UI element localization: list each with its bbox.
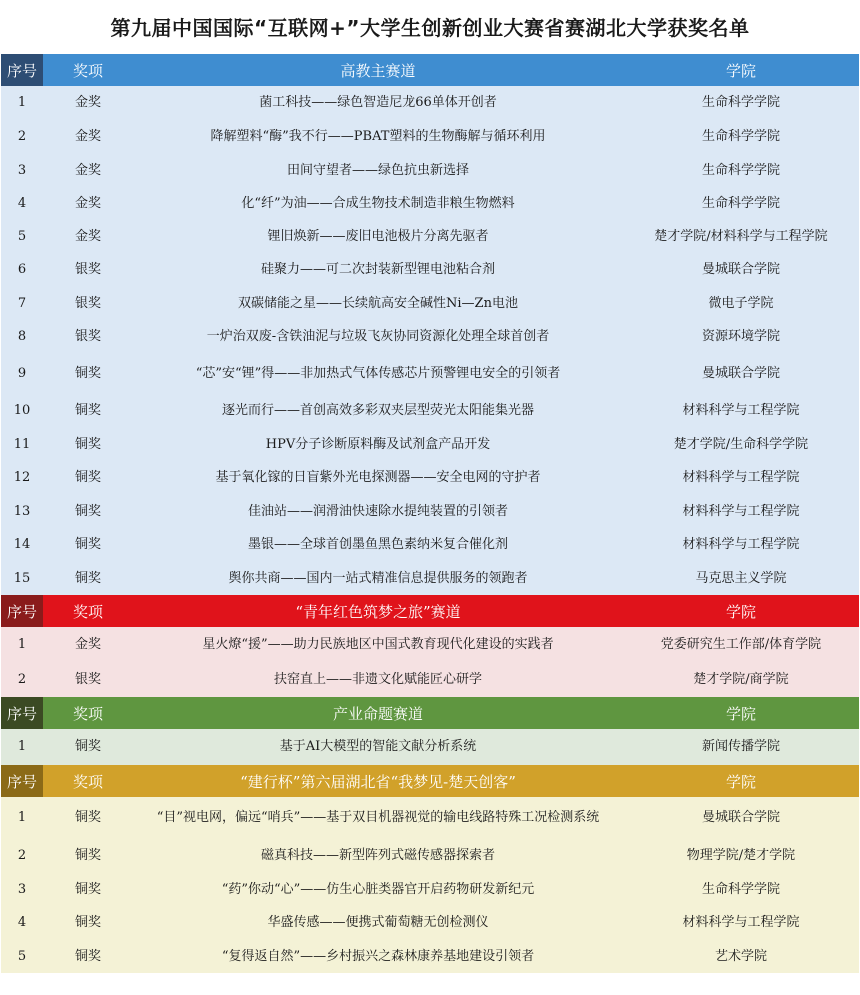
project-cell: 墨银——全球首创墨鱼黑色素纳米复合催化剂 (133, 528, 623, 562)
index-cell: 10 (1, 394, 43, 428)
track-header: “青年红色筑梦之旅”赛道 (133, 595, 623, 627)
project-cell: 逐光而行——首创高效多彩双夹层型荧光太阳能集光器 (133, 394, 623, 428)
project-cell: 菌工科技——绿色智造尼龙66单体开创者 (133, 86, 623, 120)
table-row (1, 495, 859, 528)
project-cell: “复得返自然”——乡村振兴之森林康养基地建设引领者 (133, 940, 623, 973)
college-cell: 生命科学学院 (623, 187, 859, 220)
table-row (1, 120, 859, 154)
index-cell: 5 (1, 220, 43, 253)
table-row (1, 220, 859, 253)
index-cell: 13 (1, 495, 43, 528)
index-cell: 3 (1, 873, 43, 906)
college-cell: 资源环境学院 (623, 320, 859, 354)
college-cell: 材料科学与工程学院 (623, 394, 859, 428)
index-cell: 3 (1, 154, 43, 187)
award-cell: 铜奖 (43, 428, 133, 461)
table-row (1, 906, 859, 940)
index-cell: 6 (1, 253, 43, 287)
index-cell: 7 (1, 287, 43, 320)
index-cell: 1 (1, 627, 43, 663)
award-cell: 铜奖 (43, 461, 133, 495)
project-cell: 降解塑料“酶”我不行——PBAT塑料的生物酶解与循环利用 (133, 120, 623, 154)
table-row (1, 320, 859, 354)
table-row (1, 86, 859, 120)
table-row (1, 461, 859, 495)
index-cell: 4 (1, 187, 43, 220)
table-row (1, 394, 859, 428)
project-cell: 锂旧焕新——废旧电池极片分离先驱者 (133, 220, 623, 253)
award-cell: 银奖 (43, 320, 133, 354)
award-cell: 铜奖 (43, 873, 133, 906)
index-cell: 9 (1, 354, 43, 394)
index-cell: 1 (1, 729, 43, 765)
project-cell: 基于AI大模型的智能文献分析系统 (133, 729, 623, 765)
award-cell: 金奖 (43, 86, 133, 120)
college-cell: 材料科学与工程学院 (623, 906, 859, 940)
award-cell: 铜奖 (43, 562, 133, 595)
award-cell: 金奖 (43, 120, 133, 154)
award-cell: 银奖 (43, 663, 133, 697)
college-header: 学院 (623, 595, 859, 627)
college-cell: 曼城联合学院 (623, 253, 859, 287)
page-title: 第九届中国国际“互联网+”大学生创新创业大赛省赛湖北大学获奖名单 (0, 0, 860, 54)
award-cell: 铜奖 (43, 495, 133, 528)
award-cell: 金奖 (43, 187, 133, 220)
table-row (1, 839, 859, 873)
table-row (1, 428, 859, 461)
index-cell: 5 (1, 940, 43, 973)
table-header-row (1, 697, 859, 729)
project-cell: “药”你动“心”——仿生心脏类器官开启药物研发新纪元 (133, 873, 623, 906)
award-cell: 银奖 (43, 287, 133, 320)
table-row (1, 873, 859, 906)
project-cell: 化“纤”为油——合成生物技术制造非粮生物燃料 (133, 187, 623, 220)
index-header: 序号 (1, 54, 43, 86)
award-header: 奖项 (43, 595, 133, 627)
index-header: 序号 (1, 595, 43, 627)
index-cell: 11 (1, 428, 43, 461)
project-cell: 双碳储能之星——长续航高安全碱性Ni—Zn电池 (133, 287, 623, 320)
award-cell: 金奖 (43, 154, 133, 187)
award-cell: 铜奖 (43, 839, 133, 873)
table-row (1, 627, 859, 663)
table-row (1, 287, 859, 320)
college-cell: 曼城联合学院 (623, 797, 859, 839)
project-cell: “目”视电网，偏远“哨兵”——基于双目机器视觉的输电线路特殊工况检测系统 (133, 797, 623, 839)
college-cell: 楚才学院/商学院 (623, 663, 859, 697)
award-cell: 银奖 (43, 253, 133, 287)
track-header: “建行杯”第六届湖北省“我梦见-楚天创客” (133, 765, 623, 797)
project-cell: 华盛传感——便携式葡萄糖无创检测仪 (133, 906, 623, 940)
college-header: 学院 (623, 54, 859, 86)
project-cell: 一炉治双废-含铁油泥与垃圾飞灰协同资源化处理全球首创者 (133, 320, 623, 354)
index-cell: 2 (1, 120, 43, 154)
green-track-table (1, 697, 859, 765)
college-cell: 材料科学与工程学院 (623, 528, 859, 562)
gold-track-table (1, 765, 859, 973)
index-cell: 15 (1, 562, 43, 595)
award-cell: 铜奖 (43, 797, 133, 839)
college-cell: 生命科学学院 (623, 120, 859, 154)
college-cell: 生命科学学院 (623, 154, 859, 187)
table-header-row (1, 595, 859, 627)
award-cell: 铜奖 (43, 528, 133, 562)
college-cell: 党委研究生工作部/体育学院 (623, 627, 859, 663)
award-cell: 金奖 (43, 220, 133, 253)
table-row (1, 253, 859, 287)
project-cell: 基于氧化镓的日盲紫外光电探测器——安全电网的守护者 (133, 461, 623, 495)
college-cell: 新闻传播学院 (623, 729, 859, 765)
track-header: 产业命题赛道 (133, 697, 623, 729)
college-cell: 马克思主义学院 (623, 562, 859, 595)
table-header-row (1, 54, 859, 86)
college-cell: 材料科学与工程学院 (623, 495, 859, 528)
college-cell: 生命科学学院 (623, 86, 859, 120)
award-cell: 铜奖 (43, 906, 133, 940)
college-cell: 楚才学院/材料科学与工程学院 (623, 220, 859, 253)
index-cell: 8 (1, 320, 43, 354)
award-cell: 铜奖 (43, 729, 133, 765)
college-cell: 楚才学院/生命科学学院 (623, 428, 859, 461)
table-row (1, 154, 859, 187)
award-header: 奖项 (43, 697, 133, 729)
project-cell: 星火燎“援”——助力民族地区中国式教育现代化建设的实践者 (133, 627, 623, 663)
index-header: 序号 (1, 765, 43, 797)
index-cell: 2 (1, 839, 43, 873)
award-cell: 铜奖 (43, 354, 133, 394)
award-header: 奖项 (43, 54, 133, 86)
table-row (1, 729, 859, 765)
project-cell: “芯”安“锂”得——非加热式气体传感芯片预警锂电安全的引领者 (133, 354, 623, 394)
project-cell: 佳油站——润滑油快速除水提纯装置的引领者 (133, 495, 623, 528)
table-row (1, 797, 859, 839)
project-cell: 田间守望者——绿色抗虫新选择 (133, 154, 623, 187)
award-header: 奖项 (43, 765, 133, 797)
index-cell: 4 (1, 906, 43, 940)
college-cell: 生命科学学院 (623, 873, 859, 906)
index-cell: 12 (1, 461, 43, 495)
award-cell: 铜奖 (43, 940, 133, 973)
award-tables (1, 54, 859, 973)
project-cell: 硅聚力——可二次封装新型锂电池粘合剂 (133, 253, 623, 287)
track-header: 高教主赛道 (133, 54, 623, 86)
college-header: 学院 (623, 697, 859, 729)
table-row (1, 940, 859, 973)
index-header: 序号 (1, 697, 43, 729)
table-row (1, 354, 859, 394)
index-cell: 1 (1, 797, 43, 839)
award-cell: 金奖 (43, 627, 133, 663)
index-cell: 14 (1, 528, 43, 562)
college-cell: 曼城联合学院 (623, 354, 859, 394)
project-cell: 磁真科技——新型阵列式磁传感器探索者 (133, 839, 623, 873)
index-cell: 2 (1, 663, 43, 697)
college-cell: 材料科学与工程学院 (623, 461, 859, 495)
table-row (1, 663, 859, 697)
project-cell: 扶窑直上——非遗文化赋能匠心研学 (133, 663, 623, 697)
college-header: 学院 (623, 765, 859, 797)
project-cell: HPV分子诊断原料酶及试剂盒产品开发 (133, 428, 623, 461)
award-cell: 铜奖 (43, 394, 133, 428)
college-cell: 微电子学院 (623, 287, 859, 320)
table-row (1, 187, 859, 220)
index-cell: 1 (1, 86, 43, 120)
blue-track-table (1, 54, 859, 595)
project-cell: 舆你共商——国内一站式精准信息提供服务的领跑者 (133, 562, 623, 595)
red-track-table (1, 595, 859, 697)
table-row (1, 528, 859, 562)
table-header-row (1, 765, 859, 797)
college-cell: 艺术学院 (623, 940, 859, 973)
college-cell: 物理学院/楚才学院 (623, 839, 859, 873)
table-row (1, 562, 859, 595)
